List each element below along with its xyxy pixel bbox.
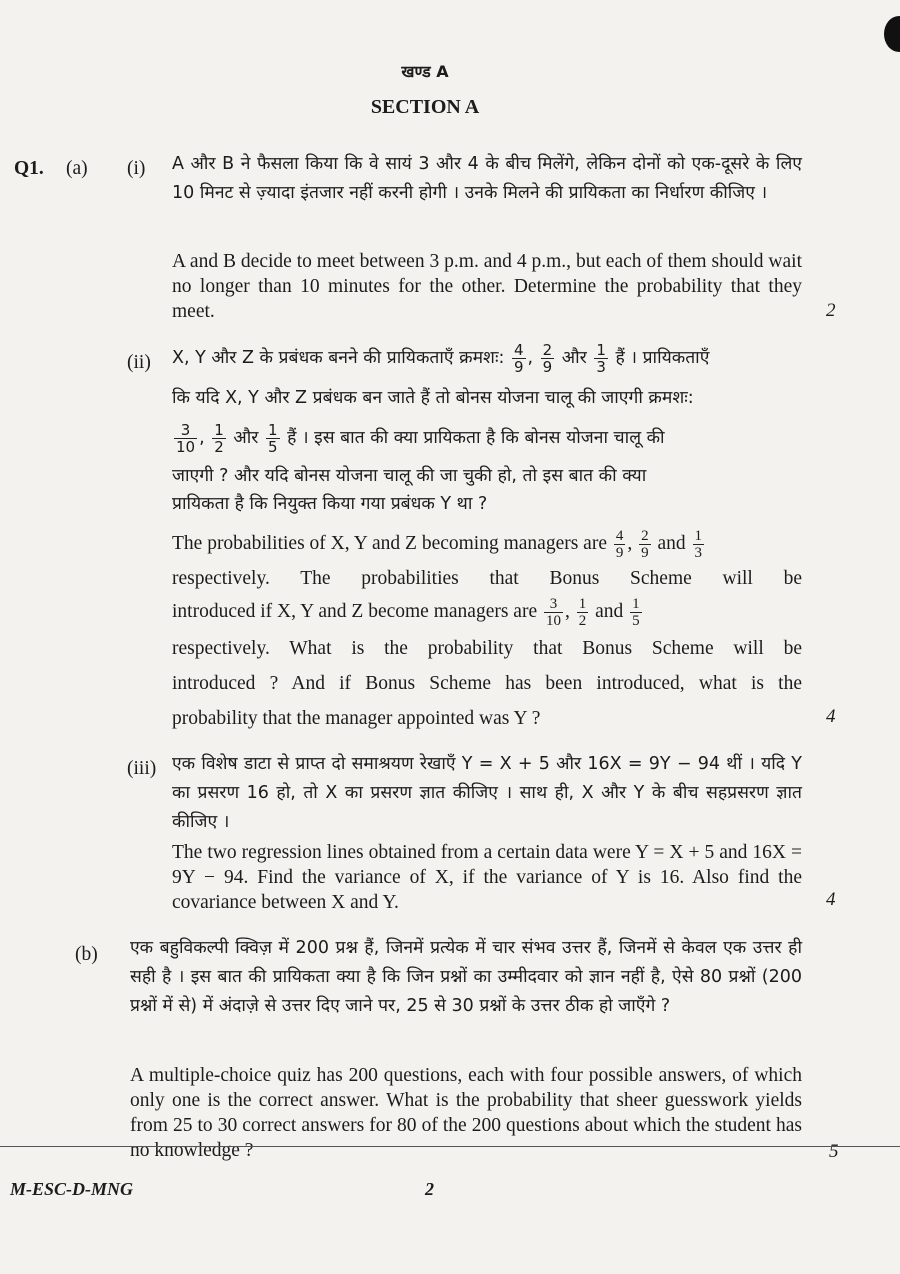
text: हैं । इस बात की क्या प्रायिकता है कि बोनस योजना चालू की [287, 428, 665, 448]
subpart-ii-english-line6: probability that the manager appointed was Y ? [172, 708, 541, 729]
section-heading-hindi: खण्ड A [401, 62, 449, 81]
fraction-4-9 [614, 528, 626, 561]
fraction-1-3 [594, 342, 608, 375]
denominator: 10 [546, 613, 561, 630]
part-b-label: (b) [75, 944, 98, 965]
paper-code: M-ESC-D-MNG [10, 1179, 134, 1199]
subpart-iii-label: (iii) [127, 758, 157, 779]
text: X, Y और Z के प्रबंधक बनने की प्रायिकताएँ क्रमशः [172, 348, 499, 368]
subpart-ii-marks: 4 [826, 706, 836, 727]
numerator: 1 [694, 528, 703, 545]
fraction-3-10 [174, 422, 197, 455]
subpart-ii-hindi-line5: प्रायिकता है कि नियुक्त किया गया प्रबंधक Y था ? [172, 494, 488, 514]
colon: : [498, 348, 505, 368]
subpart-ii-english-line5: introduced ? And if Bonus Scheme has been introduced, what is the [172, 673, 802, 694]
question-number: Q1. [14, 158, 44, 179]
subpart-ii-hindi-line1: X, Y और Z के प्रबंधक बनने की प्रायिकताएँ क्रमशः: $\frac{4}{9}$ , $\frac{2}{9}$ और $\frac{1}{3}$ हैं । प्रायिकताएँ [172, 340, 710, 376]
text: हैं । प्रायिकताएँ [615, 348, 710, 368]
denominator: 9 [513, 357, 524, 376]
subpart-i-marks: 2 [826, 300, 836, 321]
numerator: 2 [542, 340, 553, 359]
part-b-hindi: एक बहुविकल्पी क्विज़ में 200 प्रश्न हैं, जिनमें प्रत्येक में चार संभव उत्तर हैं, जिनमें से केवल एक उत्तर ही सही है । इस बात की प्रायिकता क्या है कि जिन प्रश्नों का उम्मीदवार को ज्ञान नहीं है, ऐसे 80 प्रश्नों (200 प्रश्नों में से) में अंदाज़े से उत्तर दिए जाने पर, 25 से 30 प्रश्नों के उत्तर ठीक हो जाएँगे ? [130, 938, 802, 1016]
text: कि यदि X, Y और Z प्रबंधक बन जाते हैं तो बोनस योजना चालू की जाएगी क्रमशः [172, 388, 688, 408]
denominator: 9 [542, 357, 553, 376]
text: The probabilities of X, Y and Z becoming managers are [172, 533, 607, 554]
numerator: 1 [578, 596, 587, 613]
subpart-iii-hindi: एक विशेष डाटा से प्राप्त दो समाश्रयण रेखाएँ Y = X + 5 और 16X = 9Y − 94 थीं । यदि Y का प्रसरण 16 हो, तो X का प्रसरण ज्ञात कीजिए । साथ ही, X और Y के बीच सहप्रसरण ज्ञात कीजिए । [172, 754, 802, 832]
colon: : [687, 388, 694, 408]
fraction-4-9 [512, 342, 526, 375]
subpart-ii-hindi-line2 [172, 384, 812, 413]
denominator: 10 [176, 437, 196, 456]
numerator: 1 [214, 420, 224, 439]
numerator: 4 [615, 528, 624, 545]
numerator: 3 [174, 422, 197, 439]
denominator: 5 [268, 437, 278, 456]
fraction-1-2 [577, 596, 589, 629]
subpart-ii-english-line2: respectively. The probabilities that Bonus Scheme will be [172, 568, 802, 589]
scan-mark [884, 16, 900, 52]
denominator: 9 [615, 545, 624, 562]
footer-rule [0, 1146, 900, 1147]
fraction-1-3 [693, 528, 705, 561]
subpart-i-label: (i) [127, 158, 146, 179]
subpart-iii-english: The two regression lines obtained from a certain data were Y = X + 5 and 16X = 9Y − 94. Find the variance of X, if the variance of Y is 16. Also find the covariance between X and Y. [172, 842, 802, 913]
numerator: 4 [513, 340, 524, 359]
numerator: 1 [632, 596, 640, 613]
fraction-3-10 [544, 596, 563, 629]
denominator: 5 [632, 613, 640, 630]
part-b-marks: 5 [829, 1141, 839, 1162]
part-a-label: (a) [66, 158, 88, 179]
subpart-i-hindi: A और B ने फैसला किया कि वे सायं 3 और 4 के बीच मिलेंगे, लेकिन दोनों को एक-दूसरे के लिए 10 मिनट से ज़्यादा इंतजार नहीं करनी होगी । उनके मिलने की प्रायिकता का निर्धारण कीजिए । [172, 154, 802, 203]
numerator: 1 [268, 420, 278, 439]
subpart-ii-english-line4: respectively. What is the probability that Bonus Scheme will be [172, 638, 802, 659]
denominator: 3 [694, 545, 703, 562]
subpart-ii-hindi-line4: जाएगी ? और यदि बोनस योजना चालू की जा चुकी हो, तो इस बात की क्या [172, 466, 647, 486]
fraction-2-9 [639, 528, 651, 561]
subpart-i-english: A and B decide to meet between 3 p.m. and 4 p.m., but each of them should wait no longer than 10 minutes for the other. Determine the probability that they meet. [172, 251, 802, 322]
subpart-ii-label: (ii) [127, 352, 151, 373]
denominator: 2 [214, 437, 224, 456]
subpart-ii-hindi-line3: $\frac{3}{10}$ , $\frac{1}{2}$ और $\frac{1}{5}$ हैं । इस बात की क्या प्रायिकता है कि बोनस योजना चालू की [176, 420, 665, 456]
numerator: 1 [596, 340, 606, 359]
numerator: 3 [544, 596, 563, 613]
part-b-english: A multiple-choice quiz has 200 questions, each with four possible answers, of which only one is the correct answer. What is the probability that sheer guesswork yields from 25 to 30 correct answers for 80 of the 200 questions about which the student has no knowledge ? [130, 1065, 802, 1161]
text: और [561, 348, 587, 368]
text: and [657, 533, 686, 554]
subpart-ii-english-line1: The probabilities of X, Y and Z becoming managers are $\frac{4}{9}$ , $\frac{2}{9}$ and $\frac{1}{3}$ [172, 528, 703, 562]
text: and [595, 601, 624, 622]
subpart-ii-english-line3: introduced if X, Y and Z become managers are $\frac{3}{10}$ , $\frac{1}{2}$ and $\frac{1}{5}$ [172, 596, 640, 630]
fraction-1-5 [630, 596, 642, 629]
fraction-2-9 [541, 342, 555, 375]
page-number: 2 [425, 1179, 434, 1199]
subpart-iii-marks: 4 [826, 889, 836, 910]
text: introduced if X, Y and Z become managers are [172, 601, 538, 622]
denominator: 3 [596, 357, 606, 376]
denominator: 9 [641, 545, 649, 562]
text: और [233, 428, 259, 448]
denominator: 2 [578, 613, 587, 630]
numerator: 2 [641, 528, 649, 545]
fraction-1-2 [212, 422, 226, 455]
section-heading-english: SECTION A [370, 96, 480, 118]
fraction-1-5 [266, 422, 280, 455]
